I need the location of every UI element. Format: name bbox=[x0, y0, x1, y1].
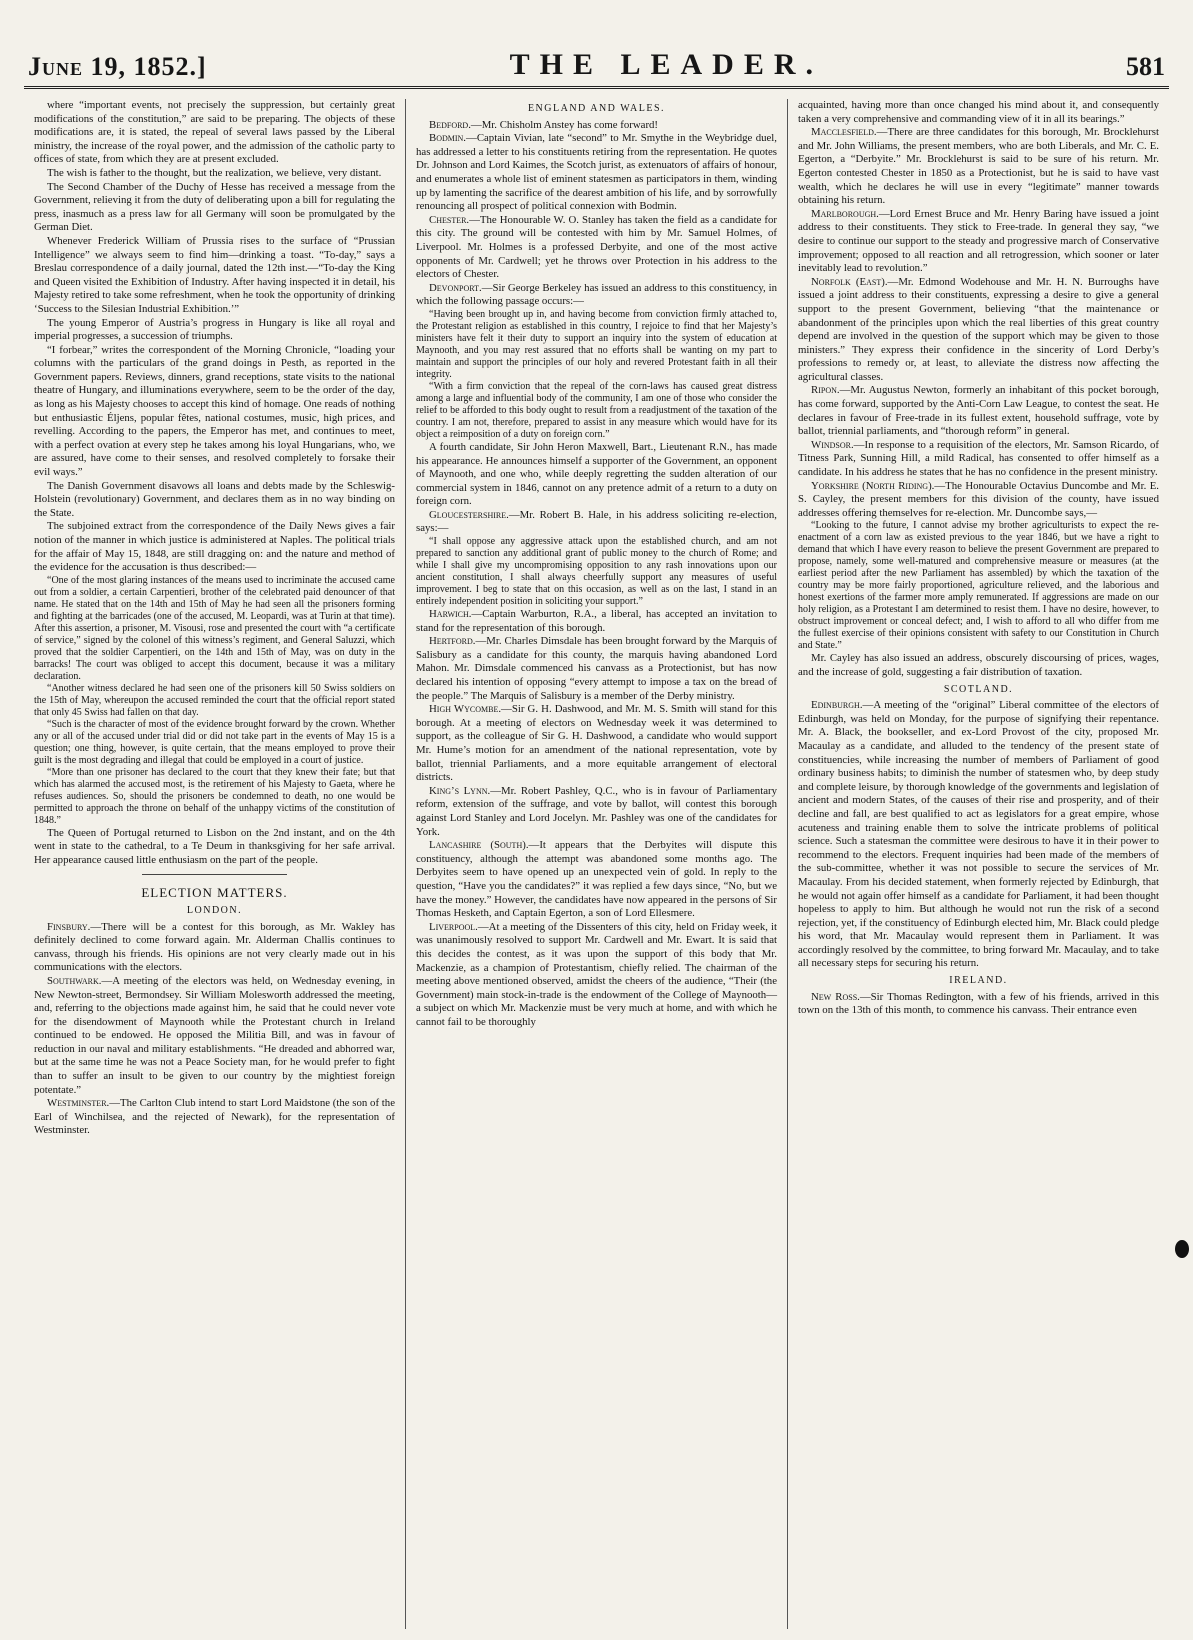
paragraph: The wish is father to the thought, but the realization, we believe, very distant. bbox=[47, 166, 382, 179]
paragraph-text: —In response to a requisition of the electors, Mr. Samson Ricardo, of Titness Park, Sunning Hill, a mild Radical, has consented to offer himself as a candidate. In his address he states that he has no confidence in the present ministry. bbox=[798, 438, 1159, 479]
paragraph: “I forbear,” writes the correspondent of the Morning Chronicle, “loading your columns with the particulars of the grand doings in Pesth, as reported in the Government papers. Reviews, dinners, grand receptions, state visits to the national theatre of Hungary, and illuminations everywhere, seem to be the order of the day, as long as his Majesty chooses to accept this kind of homage. One reads of nothing but enthusiastic Éljens, popular fêtes, national costumes, music, high prices, and revelling. According to the papers, the Emperor has met, and continues to meet, with a perfect ovation at every step he takes among his loyal Hungarians, who, we are assured, have come to their senses, and resolved completely to forsake their evil ways.” bbox=[34, 343, 395, 479]
paragraph bbox=[416, 282, 777, 309]
quoted-paragraph: “I shall oppose any aggressive attack upon the established church, and am not prepared to sanction any additional grant of public money to the church of Rome; and while I shall give my uncompromising opposition to any rash innovations upon our ancient constitution, I shall always cheerfully support any measures of useful improvement. I beg to state that on this occasion, as well as on the last, I stand in an entirely independent position in soliciting your support.” bbox=[416, 536, 777, 608]
paragraph-text: —Mr. Robert Pashley, Q.C., who is in favour of Parliamentary reform, extension of the suffrage, and vote by ballot, will contest this borough against Lord Stanley and Lord Jocelyn. Mr. Pashley was one of the candidates for York. bbox=[416, 784, 777, 838]
paragraph: The young Emperor of Austria’s progress in Hungary is like all royal and imperial progresses, a succession of triumphs. bbox=[34, 316, 395, 343]
paragraph bbox=[416, 635, 777, 703]
paragraph: The subjoined extract from the correspondence of the Daily News gives a fair notion of the manner in which justice is administered at Naples. The political trials for the affair of May 15, 1848, are still dragging on: and the nature and method of the evidence for the accusation is thus described:— bbox=[34, 520, 395, 574]
place-name: Liverpool. bbox=[429, 920, 478, 933]
place-name: Edinburgh. bbox=[811, 699, 863, 712]
paragraph bbox=[416, 921, 777, 1030]
place-name: Ripon. bbox=[811, 384, 840, 397]
section-heading: ELECTION MATTERS. bbox=[141, 884, 288, 900]
paragraph-text: —The Honourable Octavius Duncombe and Mr. E. S. Cayley, the present members for this division of the county, have issued addresses offering themselves for re-election. Mr. Duncombe says,— bbox=[798, 479, 1160, 519]
paragraph-text: —Captain Warburton, R.A., a liberal, has accepted an invitation to stand for the representation of this borough. bbox=[416, 608, 777, 634]
paragraph-text: —A meeting of the electors was held, on Wednesday evening, in New Newton-street, Bermondsey. Sir William Molesworth addressed the meeting, and, referring to the objections made against him, he said that he could never vote for the disendowment of Maynooth while the Protestant church in Ireland continued to be endowed. He opposed the Militia Bill, and was in favour of reduction in our naval and military establishments. “He dreaded and abhorred war, but at the same time he was not a Peace Society man, for he would prefer to fight than to suffer an insult to be given to our country by the mightiest foreign potentate.” bbox=[34, 974, 395, 1096]
place-name: Windsor. bbox=[811, 438, 854, 451]
paragraph bbox=[798, 480, 1159, 521]
paragraph-text: —Mr. Charles Dimsdale has been brought forward by the Marquis of Salisbury as a candidate for this county, the marquis having abandoned Lord Mahon. Mr. Dimsdale commenced his canvass as a Protectionist, but has now declared his intention of opposing “every attempt to impose a tax on the bread of the people.” The Marquis of Salisbury is a member of the Derby ministry. bbox=[416, 635, 777, 702]
section-subheading: IRELAND. bbox=[949, 975, 1008, 987]
paragraph-text: —The Honourable W. O. Stanley has taken the field as a candidate for this city. The ground will be contested with him by Mr. Samuel Holmes, of Liverpool. Mr. Holmes is a professed Derbyite, and one of the most active opponents of Mr. Cardwell; yet he throws over Protection in his address to the electors of Chester. bbox=[416, 213, 777, 281]
paragraph bbox=[798, 384, 1159, 438]
paragraph bbox=[416, 703, 777, 785]
ink-blot bbox=[1175, 1240, 1189, 1258]
place-name: Yorkshire (North Riding). bbox=[811, 479, 935, 492]
paragraph-text: —Mr. Edmond Wodehouse and Mr. H. N. Burroughs have issued a joint address to their constituents, expressing a desire to give a general support to the present Government, believing “that the maintenance or abandonment of the principles upon which the real liberties of this great country depend are involved in the question of the support which may be given to those ministers.” They express their confidence in the sincerity of Lord Derby’s professions to remedy or, at least, to alleviate the distress now affecting the agricultural classes. bbox=[798, 275, 1159, 383]
place-name: Macclesfield. bbox=[811, 126, 877, 139]
column-1 bbox=[24, 99, 405, 1629]
place-name: Marlborough. bbox=[811, 207, 879, 220]
section-subheading: LONDON. bbox=[186, 904, 243, 916]
paragraph bbox=[798, 699, 1159, 971]
paragraph: Whenever Frederick William of Prussia rises to the surface of “Prussian Intelligence” we always seem to find him—drinking a toast. “To-day,” says a Breslau correspondence of a daily journal, dated the 12th inst.—“To-day the King and Queen visited the Exhibition of Industry. After having inspected it in detail, his Majesty retired to take some refreshment, when he took the opportunity of drinking ‘Success to the Silesian Industrial Exhibition.’” bbox=[34, 234, 395, 315]
paragraph-text: —Mr. Chisholm Anstey has come forward! bbox=[470, 118, 659, 131]
place-name: Westminster. bbox=[47, 1097, 110, 1110]
place-name: Devonport. bbox=[429, 281, 482, 294]
paragraph-text: —Mr. Robert B. Hale, in his address soliciting re-election, says:— bbox=[416, 508, 777, 535]
paragraph bbox=[416, 608, 777, 635]
section-subheading: SCOTLAND. bbox=[943, 683, 1014, 695]
paragraph bbox=[34, 1097, 395, 1138]
column-2 bbox=[405, 99, 787, 1629]
paragraph bbox=[416, 214, 777, 282]
paragraph: The Danish Government disavows all loans and debts made by the Schleswig-Holstein (revolutionary) Government, and declares them as in no way binding on the State. bbox=[34, 479, 395, 519]
paragraph-text: —Captain Vivian, late “second” to Mr. Smythe in the Weybridge duel, has addressed a letter to his constituents retiring from the representation. He quotes Dr. Johnson and Lord Kaimes, the Scotch jurist, as extenuators of affairs of honour, and enumerates a whole list of eminent statesmen as participators in them, winding up by lamenting the sacrifice of the dearest ambition of his life, and by sorrowfully renouncing all prospect of political connexion with Bodmin. bbox=[416, 132, 777, 213]
place-name: Norfolk (East). bbox=[811, 275, 888, 288]
paragraph: A fourth candidate, Sir John Heron Maxwell, Bart., Lieutenant R.N., has made his appearance. He announces himself a supporter of the Government, an opponent of Maynooth, and one who, while deeply regretting the sudden alteration of our commercial system in 1846, cannot on any pretence admit of a return to a duty on foreign corn. bbox=[416, 440, 777, 508]
place-name: New Ross. bbox=[811, 990, 860, 1003]
place-name: Bodmin. bbox=[429, 132, 467, 145]
paragraph: The Queen of Portugal returned to Lisbon on the 2nd instant, and on the 4th went in state to the cathedral, to a Te Deum in thanksgiving for her safe arrival. Her appearance caused little enthusiasm on the part of the people. bbox=[34, 826, 395, 866]
paragraph: Mr. Cayley has also issued an address, obscurely discoursing of prices, wages, and the increase of gold, suggesting a fair distribution of taxation. bbox=[798, 652, 1159, 678]
article-columns bbox=[24, 99, 1169, 1629]
place-name: King’s Lynn. bbox=[429, 784, 491, 797]
place-name: Finsbury. bbox=[47, 920, 91, 933]
paragraph-text: —Lord Ernest Bruce and Mr. Henry Baring have issued a joint address to their constituents. They stick to Free-trade. In general they say, “we desire to continue our support to the steady and progressive march of Conservative improvement; opposed to all reaction and all retrogression, which sooner or later inevitably lead to revolution.” bbox=[798, 207, 1159, 275]
section-subheading: ENGLAND AND WALES. bbox=[527, 103, 666, 114]
issue-date: June 19, 1852.] bbox=[28, 52, 207, 81]
quoted-paragraph: “With a firm conviction that the repeal of the corn-laws has caused great distress among a large and influential body of the community, I am one of those who consider the relief to be afforded to this body ought to result from a readjustment of the taxation of the country. I am not, therefore, prepared to assist in any measure which would have for its object a reimposition of a duty on foreign corn.” bbox=[416, 380, 777, 440]
paragraph-text: —Sir Thomas Redington, with a few of his friends, arrived in this town on the 13th of this month, to commence his canvass. Their entrance even bbox=[798, 990, 1159, 1017]
paragraph-text: —Sir George Berkeley has issued an address to this constituency, in which the following passage occurs:— bbox=[416, 281, 777, 308]
place-name: Chester. bbox=[429, 213, 470, 226]
paragraph: where “important events, not precisely the suppression, but certainly great modifications of the constitution,” are said to be preparing. The objects of these modifications are, it is stated, the repeal of several laws passed by the Liberal ministry, the increase of the royal power, and the admission of the catholic party to offices of state, from which they are at present excluded. bbox=[34, 99, 395, 166]
quoted-paragraph: “Another witness declared he had seen one of the prisoners kill 50 Swiss soldiers on the 15th of May, whereupon the accused reminded the court that the official report stated that only 45 Swiss had fallen on that day. bbox=[34, 682, 395, 718]
quoted-paragraph: “Looking to the future, I cannot advise my brother agriculturists to expect the re-enactment of a corn law as existed previous to the year 1846, but we have a right to demand that which I have every reason to believe the present Government are prepared to propose, namely, some well-matured and comprehensive measure or measures (at the earliest period after the new Parliament has assembled) by which the taxation of the country may be more fairly proportioned, agriculture relieved, and the laborious and honest exertions of the farmer more amply remunerated. If aggressions are made on our holy religion, as a Protestant I am determined to resist them. I have no desire, however, to obstruct improvement or conceal defect; and, I wish to afford to all who differ from me the fullest exercise of their opinions consistent with safety to our Constitution in Church and State.” bbox=[798, 520, 1159, 652]
paragraph bbox=[798, 208, 1159, 276]
section-divider bbox=[142, 874, 286, 875]
paragraph-text: —There are three candidates for this borough, Mr. Brocklehurst and Mr. John Williams, the present members, who are both Liberals, and Mr. C. E. Egerton, a “Derbyite.” Mr. Brocklehurst is said to be sure of his return. Mr. Egerton contested Chester in 1850 as a Protectionist, but he is said to have vast wealth, which he declares he will use in every “legitimate” manner towards obtaining his return. bbox=[798, 126, 1159, 207]
paragraph-text: —The Carlton Club intend to start Lord Maidstone (the son of the Earl of Winchilsea, and the rejected of Newark), for the representation of Westminster. bbox=[34, 1097, 395, 1137]
paragraph bbox=[416, 839, 777, 921]
paragraph-text: —There will be a contest for this borough, as Mr. Wakley has definitely declined to come forward again. Mr. Alderman Challis continues to canvass, through his friends. His opinions are not very clearly made out in his communications with the electors. bbox=[34, 920, 395, 974]
paragraph bbox=[798, 991, 1159, 1018]
paragraph bbox=[798, 126, 1159, 208]
place-name: Southwark. bbox=[47, 974, 102, 987]
paragraph-text: —It appears that the Derbyites will dispute this constituency, although the attempt was abandoned some months ago. The Derbyites seem to have opened up an unexpected vein of gold. In reply to the question, “Have you the candidates?” it was replied a few days since, “No, but we have the money.” However, the candidates have now appeared in the persons of Sir Thomas Hesketh, and Captain Egerton, a son of Lord Ellesmere. bbox=[416, 839, 777, 920]
paragraph bbox=[798, 439, 1159, 480]
masthead bbox=[24, 38, 1169, 89]
place-name: Hertford. bbox=[429, 635, 476, 648]
place-name: Lancashire (South). bbox=[429, 839, 529, 852]
newspaper-title: THE LEADER. bbox=[509, 48, 824, 81]
paragraph-text: —At a meeting of the Dissenters of this city, held on Friday week, it was unanimously resolved to support Mr. Cardwell and Mr. Ewart. It is said that this decides the contest, as it was upon the support of this body that Mr. Mackenzie, as a champion of Protestantism, chiefly relied. The chairman of the meeting above mentioned observed, amidst the cheers of the audience, “Their (the Government) main stock-in-trade is the endowment of the College of Maynooth—a subject on which Mr. Mackenzie must be very much at home, and with which he cannot fail to be thoroughly bbox=[416, 920, 777, 1028]
place-name: Bedford. bbox=[429, 118, 471, 131]
place-name: High Wycombe. bbox=[429, 703, 502, 716]
place-name: Gloucestershire. bbox=[429, 508, 509, 521]
paragraph bbox=[34, 921, 395, 975]
quoted-paragraph: “Having been brought up in, and having become from conviction firmly attached to, the Protestant religion as established in this country, I rejoice to find that her Majesty’s ministers have felt it their duty to support an inquiry into the system of education at Maynooth, and you may rest assured that no efforts shall be wanting on my part to maintain and support the principles of our holy and revered Protestant faith in all their integrity. bbox=[416, 308, 777, 380]
paragraph bbox=[798, 276, 1159, 385]
page-number: 581 bbox=[1126, 52, 1165, 81]
paragraph bbox=[416, 509, 777, 536]
quoted-paragraph: “One of the most glaring instances of the means used to incriminate the accused came out from a soldier, a certain Carpentieri, brother of the celebrated paid denouncer of that name. He stated that on the 14th and 15th of May he had seen all the prisoners forming and fighting at the barricades (one of the accused, M. Leopardi, was at Turin at that time). After this assertion, a prisoner, M. Visousi, rose and presented the court with “a certificate of service,” signed by the colonel of this witness’s regiment, and General Saluzzi, which proved that the soldier Carpentieri, on the 14th and 15th of May, was on duty in the barracks! The court was obliged to accept this document, because it was a military declaration. bbox=[34, 574, 395, 682]
quoted-paragraph: “Such is the character of most of the evidence brought forward by the crown. Whether any or all of the accused under trial did or did not take part in the events of May 15 is a question; one thing, however, is quite certain, that the means employed to prove their guilt is the most degrading and illegal that could be employed in a court of justice. bbox=[34, 718, 395, 766]
paragraph-text: —Mr. Augustus Newton, formerly an inhabitant of this pocket borough, has come forward, supported by the Anti-Corn Law League, to contest the seat. He declares in favour of Free-trade in its fullest extent, household suffrage, vote by ballot, triennial parliaments, and “thorough reform” in general. bbox=[798, 384, 1159, 438]
paragraph bbox=[416, 119, 777, 133]
column-3 bbox=[787, 99, 1169, 1629]
quoted-paragraph: “More than one prisoner has declared to the court that they knew their fate; but that which has alarmed the accused most, is the retirement of his Majesty to Gaeta, where he refuses audiences. So, should the prisoners be condemned to death, no one would be permitted to approach the throne on behalf of the unhappy victims of the constitution of 1848.” bbox=[34, 766, 395, 826]
paragraph: acquainted, having more than once changed his mind about it, and consequently taken a very comprehensive and commanding view of it in all its bearings.” bbox=[798, 99, 1159, 125]
paragraph-text: —A meeting of the “original” Liberal committee of the electors of Edinburgh, was held on Monday, for the purpose of signifying their repentance. Mr. A. Black, the bookseller, and ex-Lord Provost of the city, proposed Mr. Macaulay as a candidate, and alluded to the tendency of the present state of constituencies, while increasing the number of members of Parliament of good ordinary business habits; to diminish the number of statesmen who, by deep study and complete leisure, by thorough knowledge of the governments and legislation of ancient and modern States, of the causes of their rise and prosperity, and of their decline and fall, are best qualified to act as legislators for a great empire, whose acuteness and training enable them to solve the intricate problems of political science. Such a statesman the committee were desirous to have it in their power to recommend to the electors. Frequent inquiries had been made of the members of the sub-committee, whether it was not possible to secure the services of Mr. Macaulay. From his decided statement, when formerly rejected by Edinburgh, that he would not again offer himself as a candidate for Parliament, it had been thought hopeless to apply to him. But although he would not run the risk of a second rejection, yet, if the constituency of Edinburgh elected him, Mr. Black could pledge his word, that Mr. Macaulay would represent them in Parliament. It was accordingly resolved by the committee, to bring forward Mr. Macaulay, and to take all necessary steps for securing his return. bbox=[798, 699, 1160, 970]
paragraph bbox=[416, 785, 777, 839]
paragraph bbox=[34, 975, 395, 1097]
paragraph bbox=[416, 132, 777, 214]
place-name: Harwich. bbox=[429, 608, 472, 621]
paragraph-text: —Sir G. H. Dashwood, and Mr. M. S. Smith will stand for this borough. At a meeting of electors on Wednesday week it was determined to support, as the colleague of Sir G. H. Dashwood, a candidate who would support Mr. Hume’s motion for an amendment of the national representation, vote by ballot, triennial Parliaments, and a more equitable arrangement of electoral districts. bbox=[416, 703, 777, 784]
paragraph: The Second Chamber of the Duchy of Hesse has received a message from the Government, relieving it from the duty of deliberating upon a bill for regulating the press, inasmuch as a press law for all Germany will soon be promulgated by the German Diet. bbox=[34, 180, 395, 234]
